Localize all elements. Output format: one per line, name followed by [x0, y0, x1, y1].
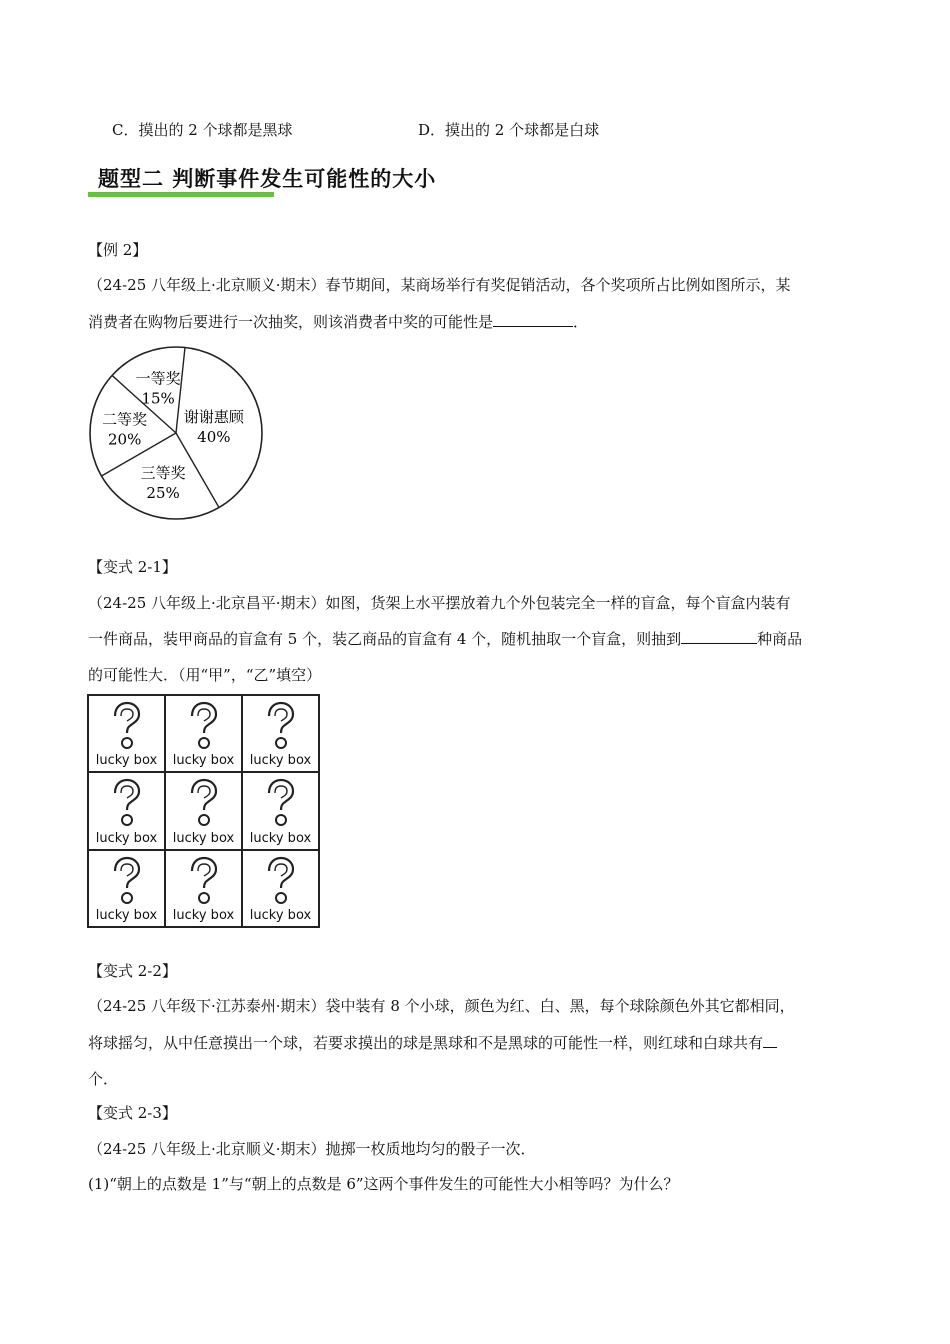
lucky-box-cell: [165, 695, 242, 772]
answer-blank[interactable]: [763, 1033, 777, 1048]
lucky-box-cell: [88, 695, 165, 772]
example-2-label: 【例 2】: [88, 241, 148, 259]
question-mark-icon: [264, 778, 298, 828]
question-mark-icon: [187, 778, 221, 828]
pie-slice-percent: 15%: [141, 389, 175, 408]
variant-2-1-line2: [88, 628, 868, 649]
variant-2-3-line2: (1)“朝上的点数是 1”与“朝上的点数是 6”这两个事件发生的可能性大小相等吗？为什么？: [88, 1175, 679, 1193]
lucky-box-label: lucky box: [249, 908, 312, 923]
lucky-box-cell: [165, 850, 242, 927]
example-2-line2-end: ．: [573, 313, 589, 331]
variant-2-2-line1: （24-25 八年级下·江苏泰州·期末）袋中装有 8 个小球，颜色为红、白、黑，每个球除颜色外其它都相同，: [88, 997, 795, 1015]
lucky-box-cell: [165, 772, 242, 849]
answer-blank[interactable]: [681, 629, 757, 644]
answer-blank[interactable]: [493, 312, 573, 327]
lucky-box-label: lucky box: [249, 830, 312, 846]
lucky-box-label: lucky box: [95, 830, 158, 846]
question-mark-icon: [110, 701, 144, 751]
variant-2-1-label: 【变式 2-1】: [88, 558, 177, 576]
variant-2-1-line3: 的可能性大．（用“甲”，“乙”填空）: [88, 666, 322, 684]
lucky-box-label: lucky box: [172, 753, 235, 769]
section-title: 题型二 判断事件发生可能性的大小: [98, 167, 437, 191]
variant-2-3-line1: （24-25 八年级上·北京顺义·期末）抛掷一枚质地均匀的骰子一次．: [88, 1140, 536, 1158]
question-mark-icon: [264, 701, 298, 751]
variant-2-2-line3: 个．: [88, 1070, 119, 1088]
example-2-line1: （24-25 八年级上·北京顺义·期末）春节期间，某商场举行有奖促销活动，各个奖项所占比例如图所示，某: [88, 276, 791, 294]
pie-slice-name: 一等奖: [135, 369, 181, 388]
pie-slice-percent: 40%: [197, 427, 231, 446]
variant-2-1-line2-end: 种商品: [757, 630, 803, 648]
lucky-box-label: lucky box: [172, 830, 235, 846]
pie-slice-name: 三等奖: [140, 464, 186, 483]
lucky-box-label: lucky box: [172, 908, 235, 923]
lucky-box-label: lucky box: [95, 753, 158, 769]
section-title-underline: [88, 192, 274, 197]
example-2-line2-text: 消费者在购物后要进行一次抽奖，则该消费者中奖的可能性是: [88, 313, 494, 331]
lucky-box-label: lucky box: [249, 753, 312, 769]
pie-slice-name: 二等奖: [102, 410, 148, 429]
pie-slice-name: 谢谢惠顾: [183, 407, 244, 426]
variant-2-2-label: 【变式 2-2】: [88, 962, 177, 980]
variant-2-3-label: 【变式 2-3】: [88, 1104, 177, 1122]
pie-slice-percent: 20%: [108, 430, 142, 449]
pie-slice-percent: 25%: [146, 484, 180, 503]
question-mark-icon: [110, 778, 144, 828]
question-mark-icon: [187, 856, 221, 906]
example-2-line2: [88, 311, 868, 332]
prize-pie-chart: [88, 342, 268, 524]
variant-2-2-line2-text: 将球摇匀，从中任意摸出一个球，若要求摸出的球是黑球和不是黑球的可能性一样，则红球和白球共有: [88, 1034, 764, 1052]
lucky-box-cell: [242, 772, 319, 849]
lucky-box-label: lucky box: [95, 908, 158, 923]
question-mark-icon: [110, 856, 144, 906]
variant-2-1-line1: （24-25 八年级上·北京昌平·期末）如图，货架上水平摆放着九个外包装完全一样的盲盒，每个盲盒内装有: [88, 594, 791, 612]
lucky-box-cell: [88, 850, 165, 927]
lucky-box-cell: [88, 772, 165, 849]
option-c: C．摸出的 2 个球都是黑球: [112, 121, 293, 139]
question-mark-icon: [264, 856, 298, 906]
variant-2-2-line2: [88, 1032, 868, 1053]
option-d: D．摸出的 2 个球都是白球: [418, 121, 600, 139]
lucky-box-grid: [87, 694, 320, 928]
lucky-box-cell: [242, 850, 319, 927]
question-mark-icon: [187, 701, 221, 751]
variant-2-1-line2-text: 一件商品，装甲商品的盲盒有 5 个，装乙商品的盲盒有 4 个，随机抽取一个盲盒，则抽到: [88, 630, 682, 648]
lucky-box-cell: [242, 695, 319, 772]
